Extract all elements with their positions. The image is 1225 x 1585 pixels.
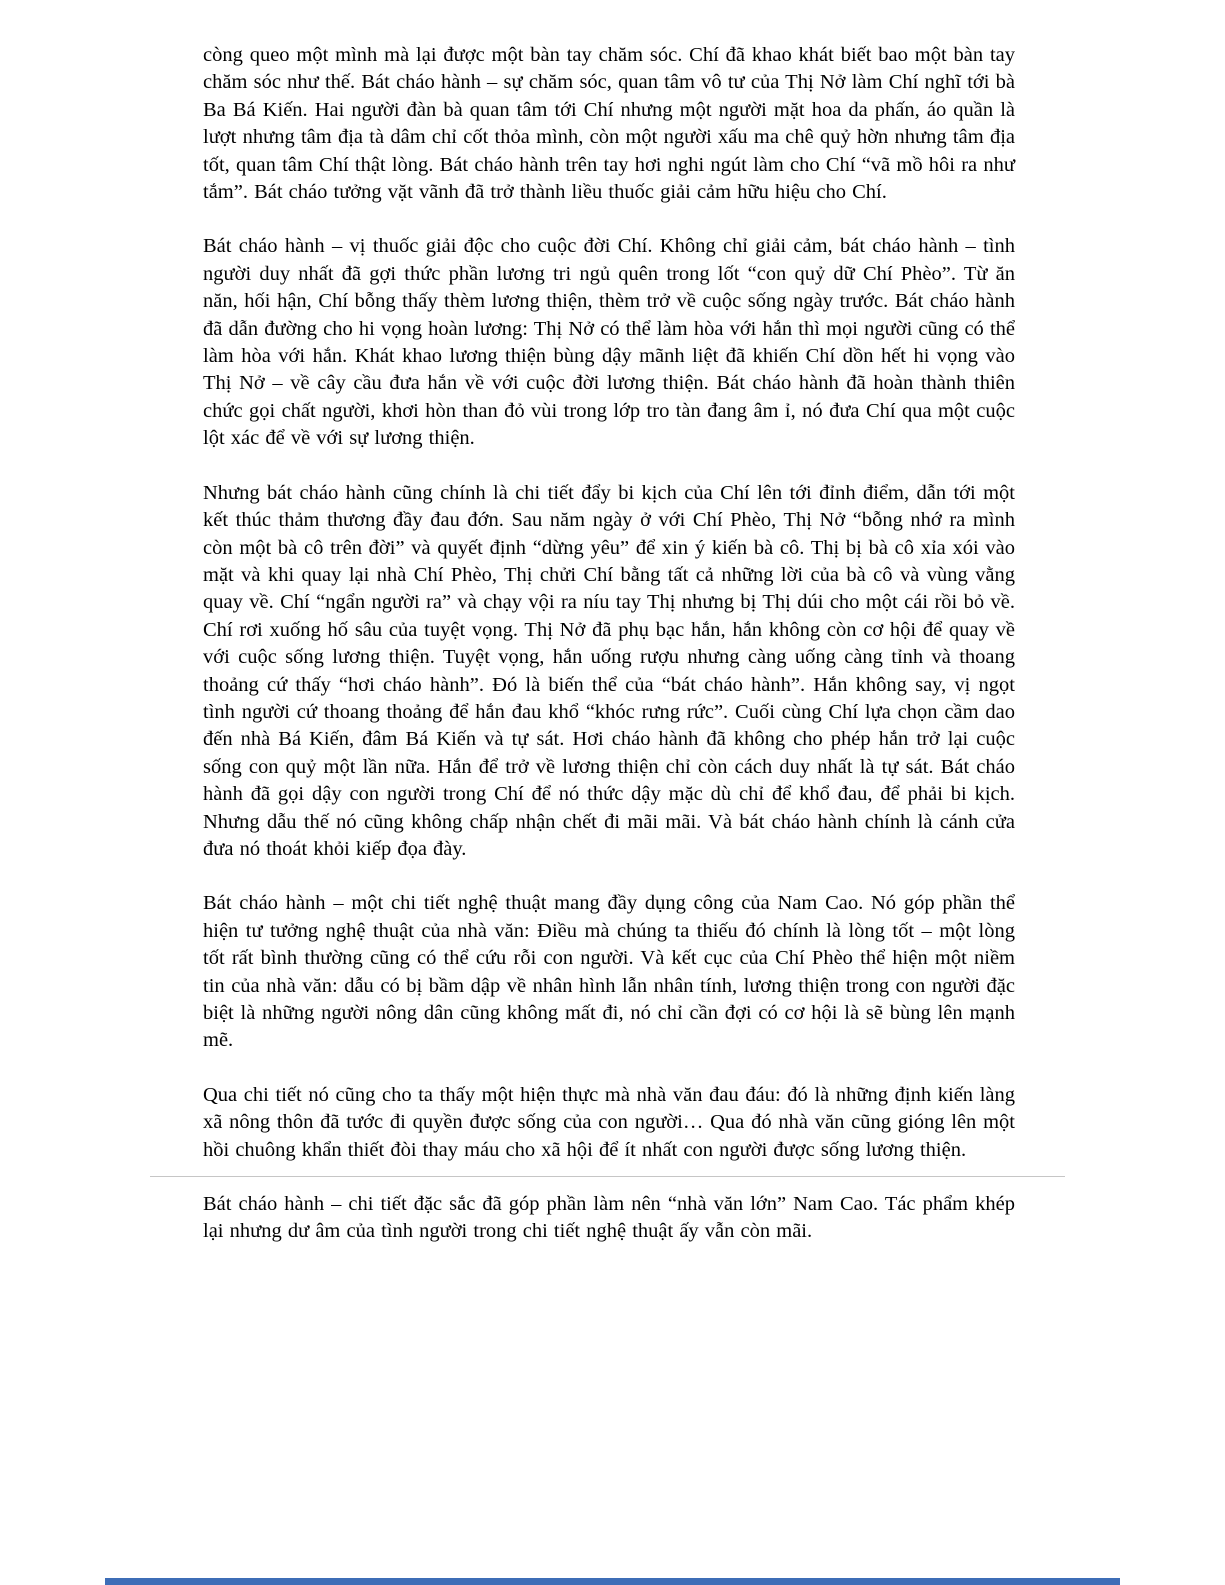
paragraph-3: Nhưng bát cháo hành cũng chính là chi tiết đẩy bi kịch của Chí lên tới đỉnh điểm, dẫn tới một kết thúc thảm thương đầy đau đớn. Sau năm ngày ở với Chí Phèo, Thị Nở “bỗng nhớ ra mình còn một bà cô trên đời” và quyết định “dừng yêu” để xin ý kiến bà cô. Thị bị bà cô xỉa xói vào mặt và khi quay lại nhà Chí Phèo, Thị chửi Chí bằng tất cả những lời của bà cô và vùng vằng quay về. Chí “ngẩn người ra” và chạy vội ra níu tay Thị nhưng bị Thị dúi cho một cái rồi bỏ về. Chí rơi xuống hố sâu của tuyệt vọng. Thị Nở đã phụ bạc hắn, hắn không còn cơ hội để quay về với cuộc sống lương thiện. Tuyệt vọng, hắn uống rượu nhưng càng uống càng tỉnh và thoang thoảng cứ thấy “hơi cháo hành”. Đó là biến thể của “bát cháo hành”. Hắn không say, vị ngọt tình người cứ thoang thoảng để hắn đau khổ “khóc rưng rức”. Cuối cùng Chí lựa chọn cầm dao đến nhà Bá Kiến, đâm Bá Kiến và tự sát. Hơi cháo hành đã không cho phép hắn trở lại cuộc sống con quỷ một lần nữa. Hắn để trở về lương thiện chỉ còn cách duy nhất là tự sát. Bát cháo hành đã gọi dậy con người trong Chí để nó thức dậy mặc dù chỉ để khổ đau, để phải bi kịch. Nhưng dẫu thế nó cũng không chấp nhận chết đi mãi mãi. Và bát cháo hành chính là cánh cửa đưa nó thoát khỏi kiếp đọa đày. bbox=[203, 481, 1015, 860]
section-divider bbox=[150, 1176, 1065, 1177]
paragraph-5: Qua chi tiết nó cũng cho ta thấy một hiện thực mà nhà văn đau đáu: đó là những định kiến làng xã nông thôn đã tước đi quyền được sống của con người… Qua đó nhà văn cũng gióng lên một hồi chuông khẩn thiết đòi thay máu cho xã hội để ít nhất con người được sống lương thiện. bbox=[203, 1083, 1015, 1161]
paragraph-6: Bát cháo hành – chi tiết đặc sắc đã góp phần làm nên “nhà văn lớn” Nam Cao. Tác phẩm khép lại nhưng dư âm của tình người trong chi tiết nghệ thuật ấy vẫn còn mãi. bbox=[203, 1193, 1015, 1243]
paragraph-1: còng queo một mình mà lại được một bàn tay chăm sóc. Chí đã khao khát biết bao một bàn tay chăm sóc như thế. Bát cháo hành – sự chăm sóc, quan tâm vô tư của Thị Nở làm Chí nghĩ tới bà Ba Bá Kiến. Hai người đàn bà quan tâm tới Chí nhưng một người mặt hoa da phấn, áo quần là lượt nhưng tâm địa tà dâm chỉ cốt thỏa mình, còn một người xấu ma chê quỷ hờn nhưng tâm địa tốt, quan tâm Chí thật lòng. Bát cháo hành trên tay hơi nghi ngút làm cho Chí “vã mồ hôi ra như tắm”. Bát cháo tưởng vặt vãnh đã trở thành liều thuốc giải cảm hữu hiệu cho Chí. bbox=[203, 44, 1015, 204]
article-body bbox=[203, 42, 1015, 1273]
paragraph-4: Bát cháo hành – một chi tiết nghệ thuật mang đầy dụng công của Nam Cao. Nó góp phần thể hiện tư tưởng nghệ thuật của nhà văn: Điều mà chúng ta thiếu đó chính là lòng tốt – một lòng tốt rất bình thường cũng có thể cứu rỗi con người. Và kết cục của Chí Phèo thể hiện một niềm tin của nhà văn: dẫu có bị bầm dập về nhân hình lẫn nhân tính, lương thiện trong con người đặc biệt là những người nông dân cũng không mất đi, nó chỉ cần đợi có cơ hội là sẽ bùng lên mạnh mẽ. bbox=[203, 892, 1015, 1052]
paragraph-2: Bát cháo hành – vị thuốc giải độc cho cuộc đời Chí. Không chỉ giải cảm, bát cháo hành – tình người duy nhất đã gợi thức phần lương tri ngủ quên trong lốt “con quỷ dữ Chí Phèo”. Từ ăn năn, hối hận, Chí bỗng thấy thèm lương thiện, thèm trở về cuộc sống ngày trước. Bát cháo hành đã dẫn đường cho hi vọng hoàn lương: Thị Nở có thể làm hòa với hắn thì mọi người cũng có thể làm hòa với hắn. Khát khao lương thiện bùng dậy mãnh liệt đã khiến Chí dồn hết hi vọng vào Thị Nở – về cây cầu đưa hắn về với cuộc đời lương thiện. Bát cháo hành đã hoàn thành thiên chức gọi chất người, khơi hòn than đỏ vùi trong lớp tro tàn đang âm ỉ, nó đưa Chí qua một cuộc lột xác để về với sự lương thiện. bbox=[203, 235, 1015, 450]
footer-bar bbox=[105, 1578, 1120, 1585]
